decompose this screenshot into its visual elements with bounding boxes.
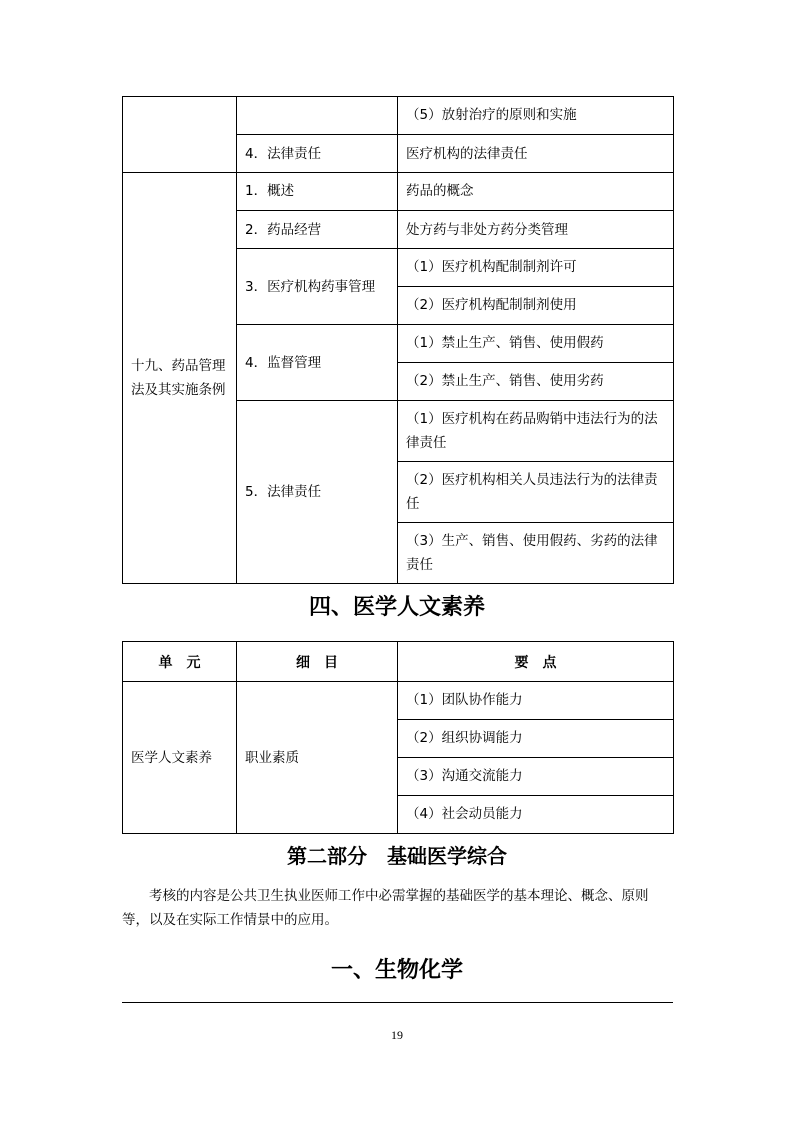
table-cell-point: 药品的概念	[398, 173, 674, 211]
humanities-syllabus-table	[122, 641, 674, 834]
table-cell-point: （3）生产、销售、使用假药、劣药的法律责任	[398, 523, 674, 584]
table-cell-point: （5）放射治疗的原则和实施	[398, 97, 674, 135]
table-cell-point: （4）社会动员能力	[398, 796, 674, 834]
column-header-unit: 单 元	[123, 642, 237, 682]
table-cell-point: （1）医疗机构在药品购销中违法行为的法律责任	[398, 401, 674, 462]
table-cell-subject: 5．法律责任	[237, 401, 398, 584]
table-cell-point: （1）医疗机构配制制剂许可	[398, 249, 674, 287]
footer-divider	[122, 1002, 673, 1003]
table-cell-point: （1）团队协作能力	[398, 682, 674, 720]
table-cell-point: （2）组织协调能力	[398, 720, 674, 758]
table-cell-subject: 2．药品经营	[237, 211, 398, 249]
table-cell-subject: 1．概述	[237, 173, 398, 211]
table-cell-point: （1）禁止生产、销售、使用假药	[398, 325, 674, 363]
part-heading: 第二部分 基础医学综合	[287, 844, 507, 868]
table-cell-point: （2）禁止生产、销售、使用劣药	[398, 363, 674, 401]
table-cell-subject: 职业素质	[237, 682, 398, 834]
table-cell-point: （3）沟通交流能力	[398, 758, 674, 796]
table-cell-unit	[123, 97, 237, 173]
table-cell-subject: 4．法律责任	[237, 135, 398, 173]
table-cell-subject: 4．监督管理	[237, 325, 398, 401]
table-cell-unit: 医学人文素养	[123, 682, 237, 834]
table-cell-point: 处方药与非处方药分类管理	[398, 211, 674, 249]
page-number: 19	[391, 1028, 403, 1042]
law-syllabus-table	[122, 96, 674, 584]
table-cell-point: （2）医疗机构相关人员违法行为的法律责任	[398, 462, 674, 523]
column-header-point: 要 点	[398, 642, 674, 682]
table-cell-unit: 十九、药品管理法及其实施条例	[123, 173, 237, 584]
table-cell-point: 医疗机构的法律责任	[398, 135, 674, 173]
table-cell-subject: 3．医疗机构药事管理	[237, 249, 398, 325]
table-cell-subject	[237, 97, 398, 135]
section-heading: 四、医学人文素养	[308, 594, 485, 620]
column-header-subject: 细 目	[237, 642, 398, 682]
table-cell-point: （2）医疗机构配制制剂使用	[398, 287, 674, 325]
section-heading: 一、生物化学	[330, 957, 463, 983]
intro-paragraph: 考核的内容是公共卫生执业医师工作中必需掌握的基础医学的基本理论、概念、原则等，以及在实际工作情景中的应用。	[122, 888, 649, 928]
